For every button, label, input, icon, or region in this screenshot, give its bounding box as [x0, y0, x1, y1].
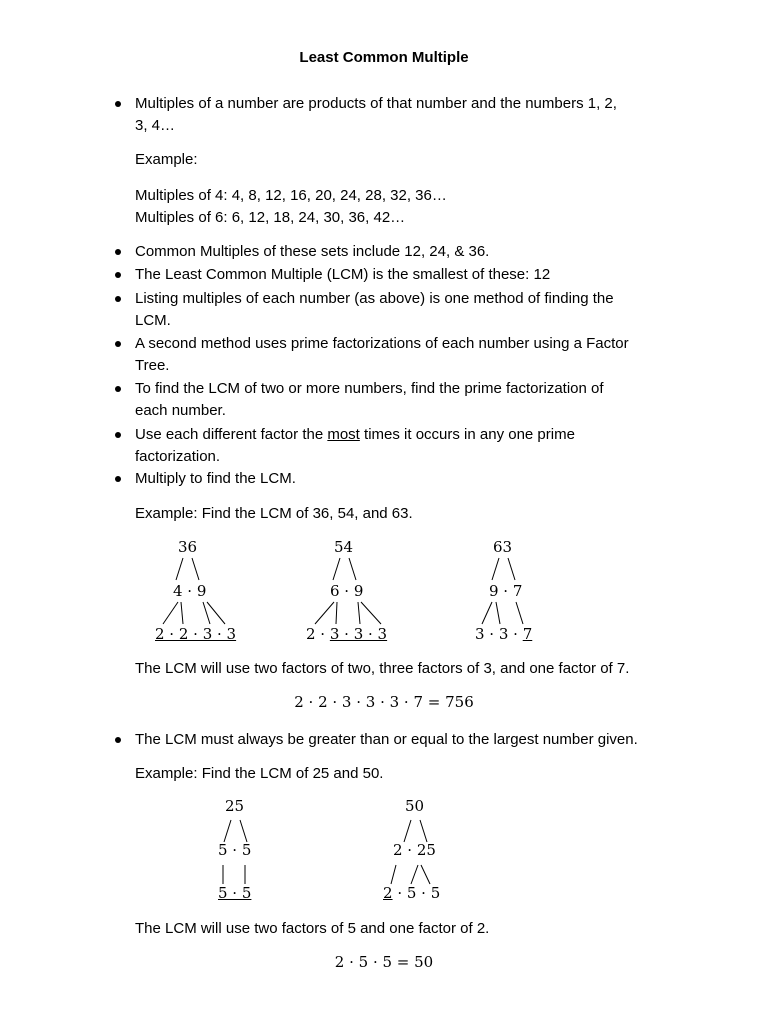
branch-line [207, 602, 225, 624]
branch-line [192, 558, 199, 580]
branch-line [421, 865, 430, 884]
underlined-most: most [327, 426, 360, 443]
bullet-prime-factorization-line2: each number. [135, 402, 226, 419]
bullet-factor-tree-method-line2: Tree. [135, 357, 170, 374]
tree54-leaf-rest: 3 · 3 · 3 [329, 625, 388, 643]
branch-line [240, 820, 247, 842]
branch-line [333, 558, 340, 580]
tree25-root: 25 [225, 797, 245, 815]
example2-summary: The LCM will use two factors of 5 and one factor of 2. [135, 920, 490, 937]
page-title: Least Common Multiple [299, 49, 469, 66]
tree50-leaf-fives: · 5 · 5 [392, 884, 441, 902]
bullet-multiples-definition-line1: Multiples of a number are products of that number and the numbers 1, 2, [135, 95, 617, 112]
branch-line [361, 602, 381, 624]
text-segment: Use each different factor the [135, 426, 328, 443]
bullet-listing-method-line2: LCM. [135, 312, 171, 329]
tree54-mid: 6 · 9 [330, 582, 364, 600]
bullet-multiples-definition-line2: 3, 4… [135, 117, 176, 134]
branch-line [508, 558, 515, 580]
branch-line [482, 602, 492, 624]
tree50-root: 50 [405, 797, 425, 815]
bullet-common-multiples: Common Multiples of these sets include 12, 24, & 36. [135, 243, 490, 260]
branch-line [492, 558, 499, 580]
bullet-lcm-definition: The Least Common Multiple (LCM) is the smallest of these: 12 [135, 266, 551, 283]
branch-line [411, 865, 418, 884]
tree54-root: 54 [334, 538, 354, 556]
bullet-listing-method-line1: Listing multiples of each number (as above) is one method of finding the [135, 290, 614, 307]
branch-line [181, 602, 183, 624]
bullet-factor-tree-method-line1: A second method uses prime factorizations of each number using a Factor [135, 335, 629, 352]
tree54-leaf-first: 2 · [306, 625, 330, 643]
tree63-root: 63 [493, 538, 513, 556]
branch-line [496, 602, 500, 624]
example1-label: Example: Find the LCM of 36, 54, and 63. [135, 505, 413, 522]
branch-line [224, 820, 231, 842]
tree50-leaf [383, 884, 440, 902]
multiples-of-6: Multiples of 6: 6, 12, 18, 24, 30, 36, 42… [135, 209, 406, 226]
tree50-mid: 2 · 25 [393, 841, 436, 859]
branch-line [336, 602, 337, 624]
multiples-of-4: Multiples of 4: 4, 8, 12, 16, 20, 24, 28, 32, 36… [135, 187, 447, 204]
branch-line [420, 820, 427, 842]
example2-label: Example: Find the LCM of 25 and 50. [135, 765, 384, 782]
example1-summary: The LCM will use two factors of two, three factors of 3, and one factor of 7. [135, 660, 630, 677]
tree63-leaf-threes: 3 · 3 · [475, 625, 523, 643]
branch-line [516, 602, 523, 624]
bullet-marker [115, 737, 121, 743]
branch-line [358, 602, 360, 624]
branch-line [349, 558, 356, 580]
tree25-mid: 5 · 5 [218, 841, 252, 859]
tree36-root: 36 [178, 538, 198, 556]
tree50-leaf-two: 2 [383, 884, 393, 902]
branch-line [163, 602, 178, 624]
branch-line [315, 602, 334, 624]
tree63-leaf-seven: 7 [522, 625, 533, 643]
example2-equation: 2 · 5 · 5 = 50 [334, 953, 434, 971]
tree25-leaf: 5 · 5 [218, 884, 252, 902]
branch-line [404, 820, 411, 842]
example1-equation: 2 · 2 · 3 · 3 · 3 · 7 = 756 [294, 693, 474, 711]
text-segment: times it occurs in any one prime [359, 426, 575, 443]
branch-line [203, 602, 210, 624]
tree36-mid: 4 · 9 [173, 582, 207, 600]
bullet-lcm-greater-than-largest: The LCM must always be greater than or equal to the largest number given. [135, 731, 638, 748]
bullet-multiply: Multiply to find the LCM. [135, 470, 296, 487]
bullet-prime-factorization-line1: To find the LCM of two or more numbers, find the prime factorization of [135, 380, 604, 397]
tree36-leaf: 2 · 2 · 3 · 3 [155, 625, 237, 643]
branch-line [391, 865, 396, 884]
bullet-use-each-factor-line2: factorization. [135, 448, 221, 465]
example-label: Example: [135, 151, 198, 168]
branch-line [176, 558, 183, 580]
tree63-mid: 9 · 7 [489, 582, 523, 600]
